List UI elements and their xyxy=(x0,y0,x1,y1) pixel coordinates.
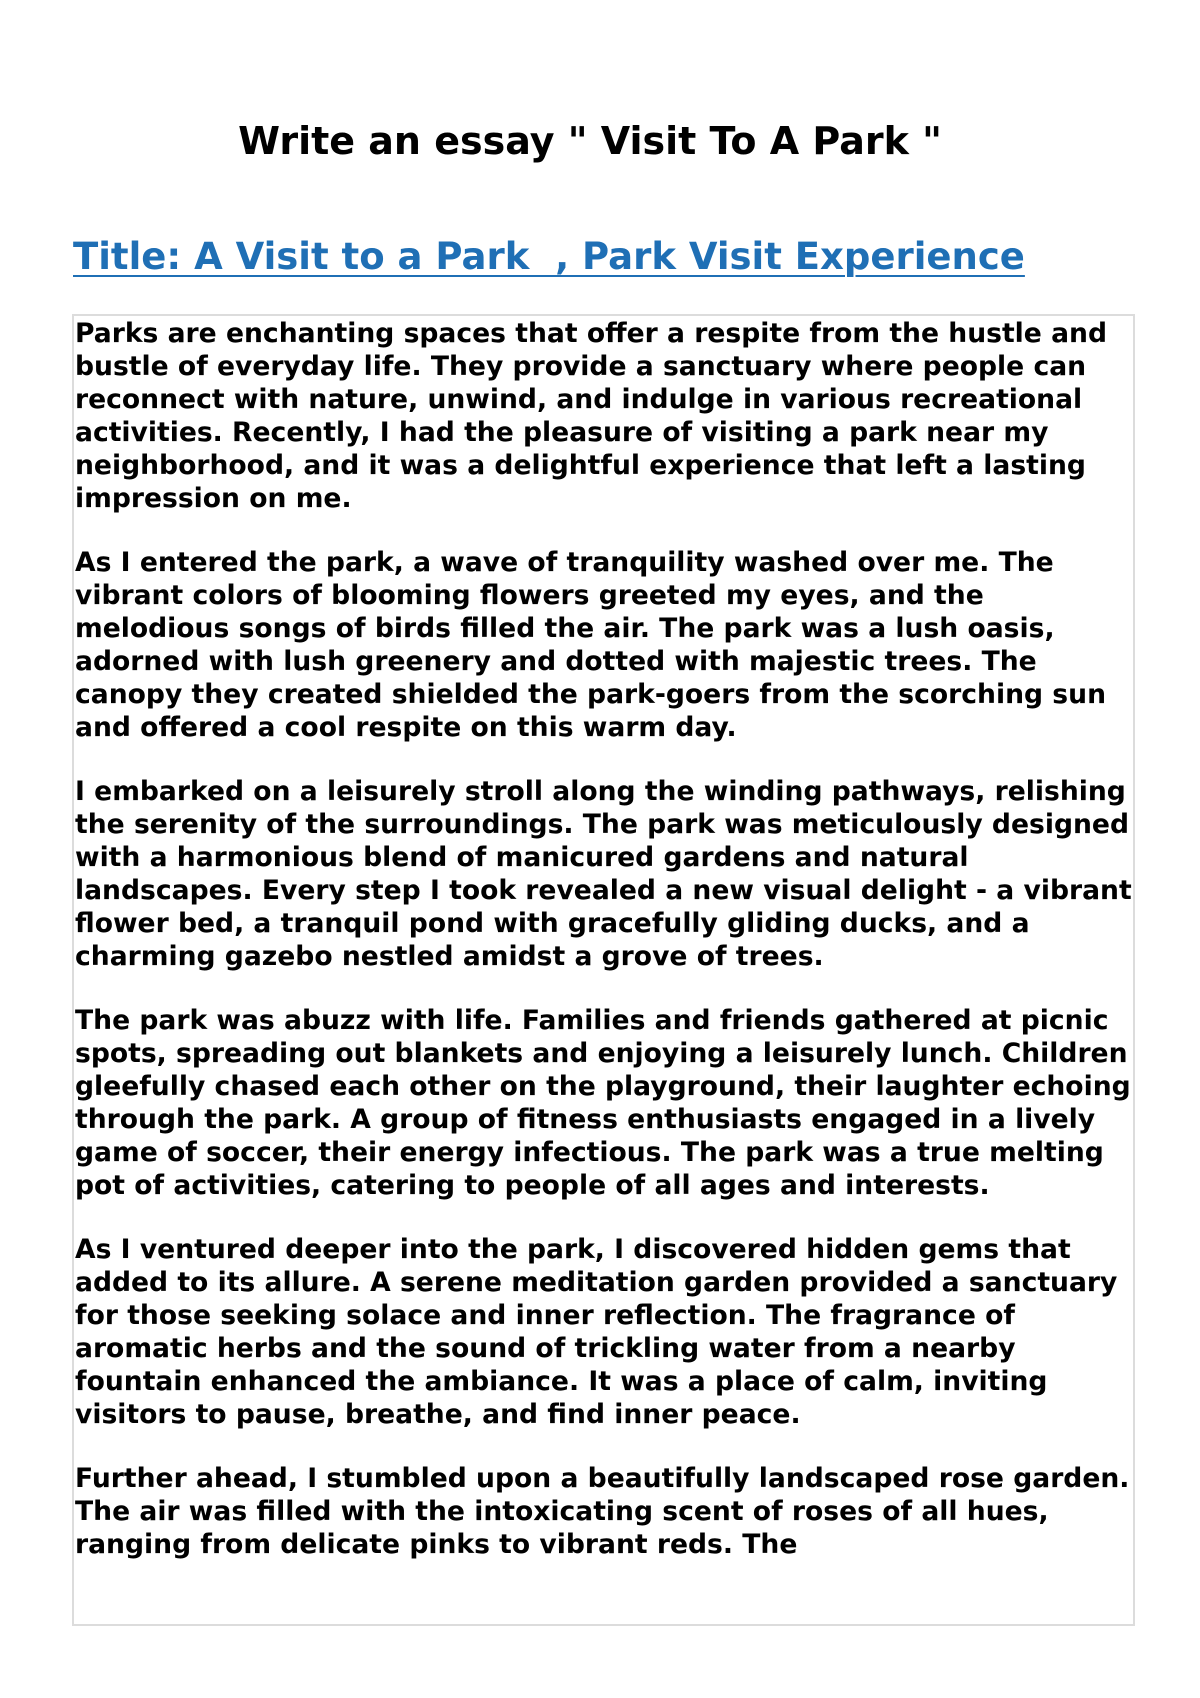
essay-body-box xyxy=(72,314,1135,1626)
essay-paragraph: I embarked on a leisurely stroll along the winding pathways, relishing the serenity of the surroundings. The park was meticulously designed with a harmonious blend of manicured gardens and natural landscapes. Every step I took revealed a new visual delight - a vibrant flower bed, a tranquil pond with gracefully gliding ducks, and a charming gazebo nestled amidst a grove of trees. xyxy=(75,776,1132,972)
essay-paragraph: Further ahead, I stumbled upon a beautifully landscaped rose garden. The air was filled with the intoxicating scent of roses of all hues, ranging from delicate pinks to vibrant reds. The xyxy=(75,1463,1130,1560)
essay-paragraph: As I ventured deeper into the park, I discovered hidden gems that added to its allure. A serene meditation garden provided a sanctuary for those seeking solace and inner reflection. The fragrance of aromatic herbs and the sound of trickling water from a nearby fountain enhanced the ambiance. It was a place of calm, inviting visitors to pause, breathe, and find inner peace. xyxy=(75,1234,1118,1430)
essay-paragraph: Parks are enchanting spaces that offer a respite from the hustle and bustle of everyday life. They provide a sanctuary where people can reconnect with nature, unwind, and indulge in various recreational activities. Recently, I had the pleasure of visiting a park near my neighborhood, and it was a delightful experience that left a lasting impression on me. xyxy=(75,318,1107,514)
essay-paragraph: The park was abuzz with life. Families and friends gathered at picnic spots, spreading out blankets and enjoying a leisurely lunch. Children gleefully chased each other on the playground, their laughter echoing through the park. A group of fitness enthusiasts engaged in a lively game of soccer, their energy infectious. The park was a true melting pot of activities, catering to people of all ages and interests. xyxy=(75,1005,1131,1201)
essay-paragraph: As I entered the park, a wave of tranquility washed over me. The vibrant colors of blooming flowers greeted my eyes, and the melodious songs of birds filled the air. The park was a lush oasis, adorned with lush greenery and dotted with majestic trees. The canopy they created shielded the park-goers from the scorching sun and offered a cool respite on this warm day. xyxy=(75,547,1107,743)
page-heading: Write an essay " Visit To A Park " xyxy=(238,119,942,163)
essay-title-link[interactable]: Title: A Visit to a Park , Park Visit Experience xyxy=(73,235,1025,278)
